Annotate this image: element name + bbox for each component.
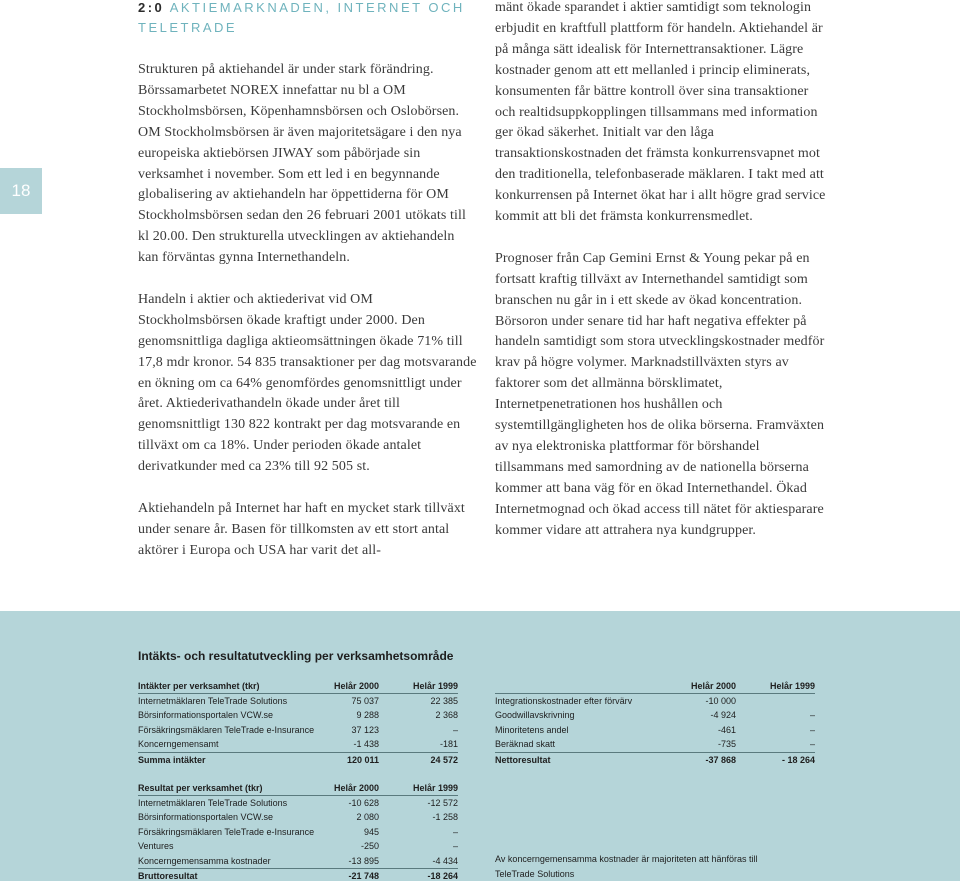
table-cell: Integrationskostnader efter förvärv bbox=[495, 695, 633, 706]
table-cell: -4 434 bbox=[432, 855, 458, 866]
table-header-cell: Helår 2000 bbox=[690, 681, 736, 691]
table-total-cell: -21 748 bbox=[348, 871, 379, 881]
table-total-row bbox=[138, 868, 458, 881]
table-cell: Internetmäklaren TeleTrade Solutions bbox=[138, 797, 288, 808]
table-row bbox=[138, 854, 458, 869]
table-cell: -1 438 bbox=[353, 739, 379, 749]
table-cell: 945 bbox=[363, 826, 379, 837]
table-cell: -10 000 bbox=[705, 695, 736, 706]
table-header-row bbox=[138, 781, 458, 796]
table-row bbox=[138, 708, 458, 723]
table-total-cell: - 18 264 bbox=[781, 754, 815, 765]
table-cell: Koncerngemensamma kostnader bbox=[138, 855, 271, 866]
table-cell: -181 bbox=[439, 739, 458, 749]
left-text-column bbox=[138, 60, 478, 583]
section-number: 2:0 bbox=[138, 0, 165, 15]
table-row bbox=[138, 810, 458, 825]
left-paragraph-1: Strukturen på aktiehandel är under stark förändring. Börssamarbetet NOREX innefattar nu bl a OM Stockholmsbörsen, Köpenhamnsbörsen och Oslobörsen. OM Stockholmsbörsen är även majoritetsägare i den nya europeiska aktiebörsen JIWAY som påbörjade sin verksamhet i november. Som ett led i en begynnande globalisering av aktiehandeln har öppettiderna för OM Stockholmsbörsen sedan den 26 februari 2001 utökats till kl 20.00. Den strukturella utvecklingen av aktiehandeln kan förväntas gynna Internethandeln. bbox=[138, 62, 466, 266]
table-row bbox=[495, 708, 815, 723]
table-cell: – bbox=[452, 826, 458, 837]
table-row bbox=[495, 723, 815, 738]
table-cell: Koncerngemensamt bbox=[138, 739, 219, 749]
table-row bbox=[138, 796, 458, 811]
table-cell: 37 123 bbox=[351, 724, 379, 735]
table-total-row bbox=[138, 752, 458, 767]
table-total-cell: 120 011 bbox=[346, 754, 379, 765]
tables-title: Intäkts- och resultatutveckling per verksamhetsområde bbox=[138, 649, 454, 663]
table-cell: – bbox=[809, 739, 815, 749]
table-cell: -4 924 bbox=[710, 710, 736, 720]
table-row bbox=[138, 723, 458, 738]
table-cell: Börsinformationsportalen VCW.se bbox=[138, 812, 274, 822]
table-row bbox=[495, 737, 815, 752]
result-table bbox=[138, 781, 458, 881]
table-cell: 2 080 bbox=[356, 812, 379, 822]
table-header-cell: Helår 1999 bbox=[412, 783, 458, 793]
table-header-cell: Resultat per verksamhet (tkr) bbox=[138, 783, 263, 793]
table-row bbox=[138, 839, 458, 854]
table-cell: Försäkringsmäklaren TeleTrade e-Insurance bbox=[138, 724, 315, 735]
table-cell: 9 288 bbox=[356, 710, 379, 720]
table-cell: – bbox=[452, 841, 458, 851]
table-cell: – bbox=[809, 724, 815, 735]
table-cell: Goodwillavskrivning bbox=[495, 710, 575, 720]
table-cell: -735 bbox=[717, 739, 736, 749]
table-cell: -13 895 bbox=[348, 855, 379, 866]
table-row bbox=[138, 825, 458, 840]
table-cell: 75 037 bbox=[351, 695, 379, 706]
table-header-cell: Helår 1999 bbox=[412, 681, 458, 691]
right-paragraph-2: Prognoser från Cap Gemini Ernst & Young pekar på en fortsatt kraftig tillväxt av Internethandel samtidigt som branschen nu går in i ett skede av ökad koncentration. Börsoron under senare tid har haft negativa effekter på handeln samtidigt som stora utvecklingskostnader medför krav på högre volymer. Marknadstillväxten styrs av faktorer som det allmänna börsklimatet, Internetpenetrationen hos hushållen och systemtillgängligheten hos de olika börserna. Framväxten av nya elektroniska plattformar för börshandel tillsammans med samordning av de nationella börserna kommer att bana väg för en ökad Internethandel. Ökad Internetmognad och ökad access till nätet för aktiesparare kommer vidare att attrahera nya kundgrupper. bbox=[495, 250, 825, 538]
page-number-tab bbox=[0, 168, 42, 214]
table-total-cell: Nettoresultat bbox=[495, 754, 551, 765]
table-header-cell: Intäkter per verksamhet (tkr) bbox=[138, 681, 260, 691]
table-cell: 22 385 bbox=[430, 695, 458, 706]
table-row bbox=[138, 737, 458, 752]
page-number: 18 bbox=[11, 181, 31, 200]
section-title: AKTIEMARKNADEN, INTERNET OCH TELETRADE bbox=[138, 0, 465, 35]
table-cell: Försäkringsmäklaren TeleTrade e-Insurance bbox=[138, 826, 315, 837]
revenue-table bbox=[138, 679, 458, 766]
table-header-row bbox=[495, 679, 815, 694]
table-header-cell: Helår 1999 bbox=[769, 681, 815, 691]
table-total-cell: Bruttoresultat bbox=[138, 871, 198, 881]
table-footnote: Av koncerngemensamma kostnader är majoriteten att hänföras till TeleTrade Solutions bbox=[495, 854, 758, 879]
table-cell: -250 bbox=[360, 841, 379, 851]
table-row bbox=[138, 694, 458, 709]
table-cell: Internetmäklaren TeleTrade Solutions bbox=[138, 695, 288, 706]
table-cell: 2 368 bbox=[435, 710, 458, 720]
table-cell: -10 628 bbox=[348, 797, 379, 808]
table-row bbox=[495, 694, 815, 709]
table-cell: -461 bbox=[717, 724, 736, 735]
table-cell: Beräknad skatt bbox=[495, 739, 556, 749]
left-paragraph-3: Aktiehandeln på Internet har haft en mycket stark tillväxt under senare år. Basen för tillkomsten av ett stort antal aktörer i Europa och USA har varit det all- bbox=[138, 501, 465, 558]
table-cell: -1 258 bbox=[432, 812, 458, 822]
left-paragraph-2: Handeln i aktier och aktiederivat vid OM Stockholmsbörsen ökade kraftigt under 2000. Den genomsnittliga dagliga aktieomsättningen ökade 71% till 17,8 mdr kronor. 54 835 transaktioner per dag motsvarande en ökning om ca 64% genomfördes genomsnittligt under året. Aktiederivathandeln ökade under året till genomsnittligt 130 822 kontrakt per dag motsvarande en tillväxt om ca 18%. Under perioden ökade antalet derivatkunder med ca 23% till 92 505 st. bbox=[138, 291, 477, 475]
table-cell: Minoritetens andel bbox=[495, 724, 569, 735]
table-total-cell: 24 572 bbox=[430, 754, 458, 765]
table-cell: – bbox=[452, 724, 458, 735]
table-total-cell: -37 868 bbox=[705, 754, 736, 765]
table-total-cell: -18 264 bbox=[427, 871, 458, 881]
table-cell: Börsinformationsportalen VCW.se bbox=[138, 710, 274, 720]
table-cell: -12 572 bbox=[427, 797, 458, 808]
table-cell: Ventures bbox=[138, 841, 174, 851]
table-header-cell: Helår 2000 bbox=[333, 681, 379, 691]
right-paragraph-1: mänt ökade sparandet i aktier samtidigt som teknologin erbjudit en kraftfull plattform för handeln. Aktiehandel är på många sätt idealisk för Internettransaktioner. Lägre kostnader genom att ett mellanled i princip eliminerats, konsumenten får bättre kontroll över sina transaktioner och realtidsuppkopplingen tillsammans med information ger ökad säkerhet. Initialt var den låga transaktionskostnaden det främsta konkurrensvapnet mot den traditionella, telefonbaserade mäklaren. I takt med att konkurrensen på Internet ökat har i allt högre grad service kommit att bli det främsta konkurrensmedlet. bbox=[495, 0, 826, 225]
table-cell: – bbox=[809, 710, 815, 720]
cost-table bbox=[495, 679, 815, 766]
financial-tables bbox=[0, 611, 960, 881]
table-total-row bbox=[495, 752, 815, 767]
right-text-column bbox=[495, 0, 830, 562]
table-header-cell: Helår 2000 bbox=[333, 783, 379, 793]
table-header-row bbox=[138, 679, 458, 694]
table-total-cell: Summa intäkter bbox=[138, 754, 206, 765]
section-heading bbox=[138, 0, 468, 38]
